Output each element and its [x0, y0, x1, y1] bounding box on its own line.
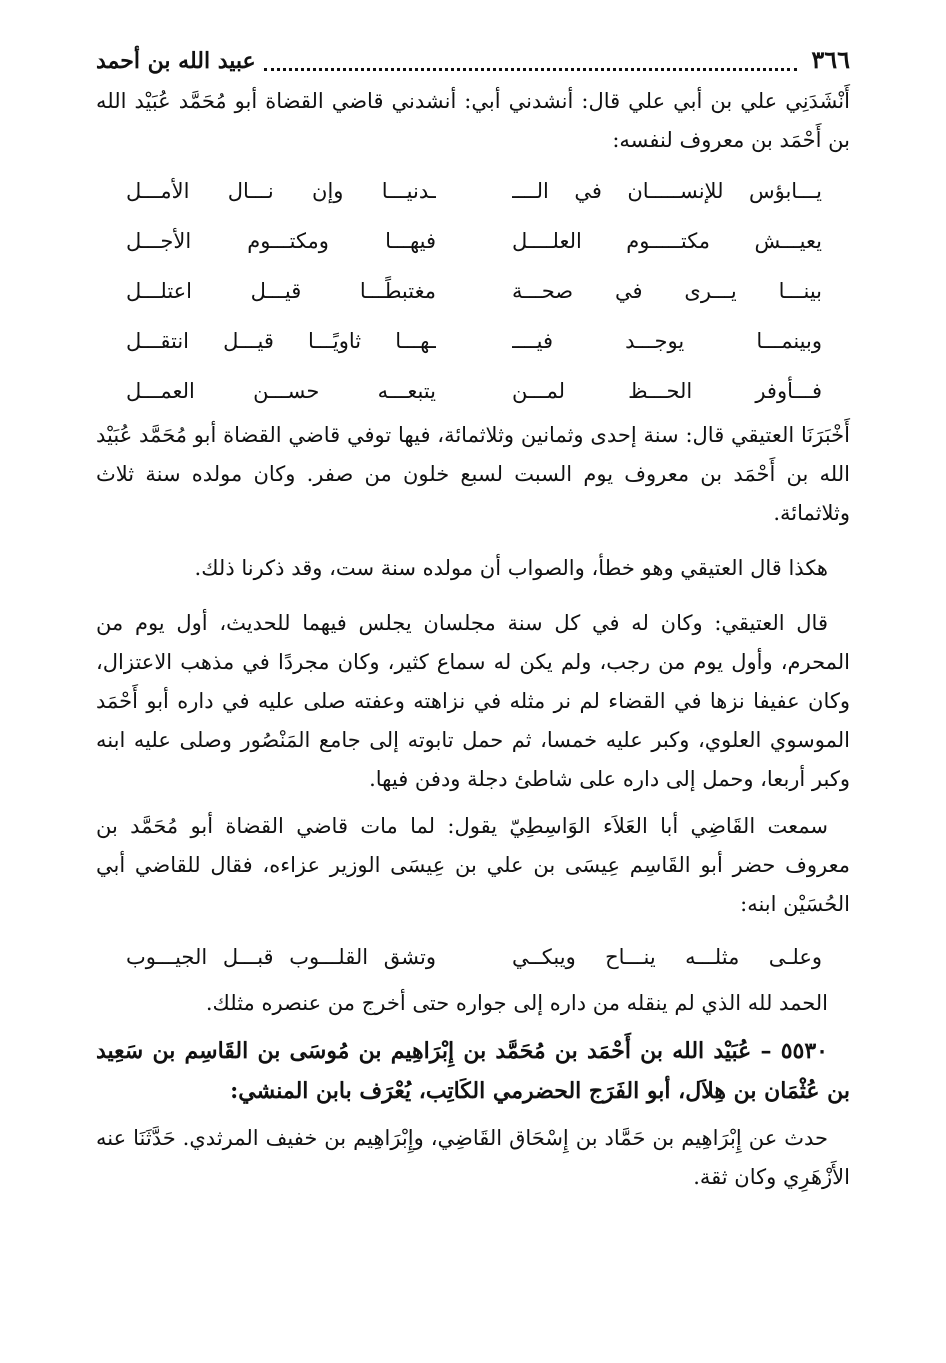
verse-line — [96, 266, 850, 316]
verse-line — [96, 316, 850, 366]
verse-second-hemistich: ـدنيـــا وإن نـــال الأمـــل — [126, 179, 436, 203]
paragraph-sessions: قال العتيقي: وكان له في كل سنة مجلسان يجلس فيهما للحديث، أول يوم من المحرم، وأول يوم من رجب، ولم يكن له سماع كثير، وكان مجردًا في مذهب الاعتزال، وكان عفيفا نزها في القضاء لم نر مثله في نزاهته وعفته صلى عليه في داره أبو أَحْمَد الموسوي العلوي، وكبر عليه خمسا، ثم حمل تابوته إلى جامع المَنْصُور وصلى عليه ابنه وكبر أربعا، وحمل إلى داره على شاطئ دجلة ودفن فيها. — [96, 611, 850, 791]
verse-line — [96, 216, 850, 266]
verse-line — [96, 166, 850, 216]
paragraph-praise: الحمد لله الذي لم ينقله من داره إلى جواره حتى أخرج من عنصره مثلك. — [205, 991, 828, 1015]
verse-first-hemistich: وبينمـــا يوجـــد فيــــ — [512, 329, 822, 353]
spacer — [96, 1111, 850, 1119]
paragraph-condolence: سمعت القَاضِي أبا العَلاَء الوَاسِطِيّ يقول: لما مات قاضي القضاة أبو مُحَمَّد بن معروف حضر أبو القَاسِم عِيسَى بن علي بن عِيسَى الوزير عزاءه، فقال للقاضي أبي الحُسَيْن ابنه: — [96, 814, 850, 916]
spacer — [96, 588, 850, 604]
entry-heading: ٥٥٣٠ – عُبَيْد الله بن أَحْمَد بن مُحَمَّد بن إِبْرَاهِيم بن مُوسَى بن القَاسِم بن سَعِيد بن عُثْمَان بن هِلاَل، أبو الفَرَج الحضرمي الكَاتِب، يُعْرَف بابن المنشي: — [96, 1038, 850, 1104]
verse-second-hemistich: مغتبطًـــا قيـــل اعتلـــل — [126, 279, 436, 303]
verse-first-hemistich: بينـــا يـــرى في صحـــة — [512, 279, 822, 303]
verse-first-hemistich: فـــأوفر الحـــظ لمـــن — [512, 379, 822, 403]
verse-second-hemistich: فيهـــا ومكتـــوم الأجـــل — [126, 229, 436, 253]
dotted-leader — [264, 68, 798, 71]
paragraph-correction: هكذا قال العتيقي وهو خطأ، والصواب أن مولده سنة ست، وقد ذكرنا ذلك. — [194, 556, 828, 580]
running-title: عبيد الله بن أحمد — [96, 48, 256, 74]
verse-second-hemistich: ـهـــا ثاويًـــا قيـــل انتقـــل — [126, 329, 436, 353]
paragraph-narration: حدث عن إِبْرَاهِيم بن حَمَّاد بن إِسْحَاق القَاضِي، وإِبْرَاهِيم بن خفيف المرثدي. حَدَّثَنَا عنه الأَزْهَرِي وكان ثقة. — [96, 1126, 850, 1189]
spacer — [96, 1023, 850, 1031]
paragraph-death-report: أَخْبَرَنَا العتيقي قال: سنة إحدى وثمانين وثلاثمائة، فيها توفي قاضي القضاة أبو مُحَمَّد عُبَيْد الله بن أَحْمَد بن معروف يوم السبت لسبع خلون من صفر. وكان مولده سنة ثلاث وثلاثمائة. — [96, 423, 850, 525]
running-header — [96, 38, 850, 82]
verse-first-hemistich: يعيـــش مكتـــــوم العلــــل — [512, 229, 822, 253]
verse-second-hemistich: وتشق القلـــوب قبـــل الجيـــوب — [126, 945, 436, 969]
poem-verses — [96, 166, 850, 416]
verse-line — [96, 366, 850, 416]
spacer — [96, 799, 850, 807]
verse-line — [96, 932, 850, 982]
spacer — [96, 533, 850, 549]
paragraph-recitation-intro: أَنْشَدَنِي علي بن أبي علي قال: أنشدني أبي: أنشدني قاضي القضاة أبو مُحَمَّد عُبَيْد الله بن أَحْمَد بن معروف لنفسه: — [96, 89, 850, 152]
verse-second-hemistich: يتبعـــه حســـن العمـــل — [126, 379, 436, 403]
verse-first-hemistich: وعلـى مثلـــه ينـــاح ويبكــي — [512, 945, 822, 969]
page-number: ٣٦٦ — [811, 45, 850, 74]
verse-first-hemistich: يـــابؤس للإنســـــان في الــــ — [512, 179, 822, 203]
